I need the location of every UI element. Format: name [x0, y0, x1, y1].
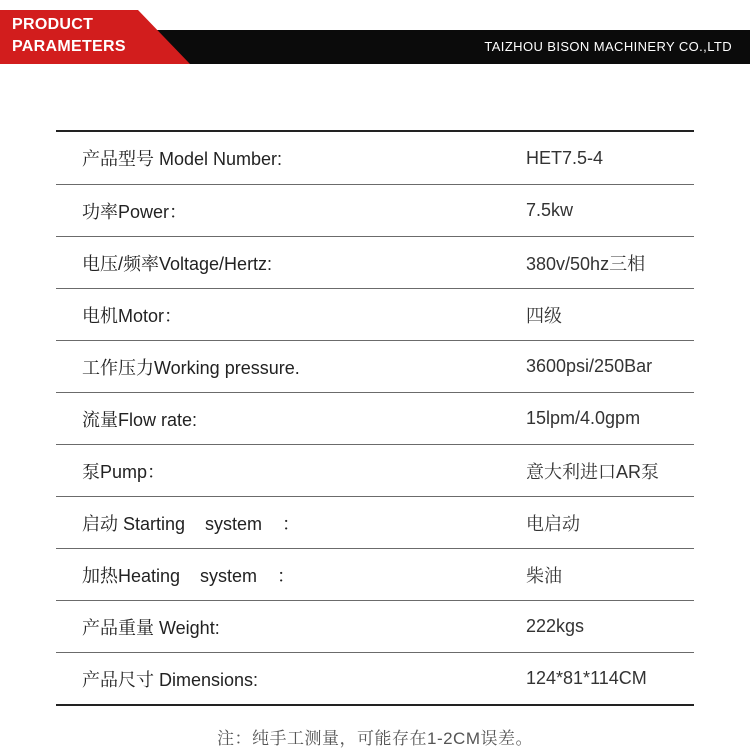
spec-value: 124*81*114CM: [526, 668, 647, 688]
spec-row-motor: [56, 288, 694, 340]
spec-label: 产品型号 Model Number:: [82, 149, 283, 169]
section-title-line1: PRODUCT: [12, 16, 94, 33]
spec-table: [56, 130, 694, 706]
spec-label: 功率Power：: [82, 201, 188, 222]
spec-label: 泵Pump：: [82, 461, 166, 482]
spec-value: 电启动: [526, 513, 580, 534]
spec-label: 电机Motor：: [82, 305, 183, 326]
spec-row-dimensions: [56, 652, 694, 704]
spec-value: 意大利进口AR泵: [526, 461, 660, 482]
spec-label: 电压/频率Voltage/Hertz:: [82, 253, 273, 274]
section-title: [12, 14, 142, 58]
spec-label: 流量Flow rate:: [82, 409, 198, 430]
spec-row-model: [56, 132, 694, 184]
company-name: TAIZHOU BISON MACHINERY CO.,LTD: [484, 39, 732, 54]
spec-row-starting-system: [56, 496, 694, 548]
header-banner: [0, 0, 750, 64]
spec-value: 四级: [526, 305, 562, 326]
spec-label: 启动 Starting system ：: [82, 513, 301, 534]
spec-label: 工作压力Working pressure.: [82, 357, 300, 378]
section-title-line2: PARAMETERS: [12, 38, 126, 55]
spec-row-weight: [56, 600, 694, 652]
spec-row-power: [56, 184, 694, 236]
spec-row-voltage: [56, 236, 694, 288]
spec-label: 产品尺寸 Dimensions:: [82, 669, 259, 690]
spec-row-pump: [56, 444, 694, 496]
spec-row-flow-rate: [56, 392, 694, 444]
spec-value: 380v/50hz三相: [526, 253, 646, 274]
spec-label: 产品重量 Weight:: [82, 617, 220, 638]
spec-value: 7.5kw: [526, 200, 574, 220]
spec-value: 3600psi/250Bar: [526, 356, 653, 376]
spec-row-heating-system: [56, 548, 694, 600]
spec-value: 柴油: [526, 565, 562, 586]
spec-value: 222kgs: [526, 616, 585, 636]
spec-label: 加热Heating system ：: [82, 565, 296, 586]
measurement-note: 注：纯手工测量，可能存在1-2CM误差。: [216, 729, 533, 748]
spec-value: 15lpm/4.0gpm: [526, 408, 641, 428]
spec-value: HET7.5-4: [526, 147, 604, 168]
spec-row-pressure: [56, 340, 694, 392]
